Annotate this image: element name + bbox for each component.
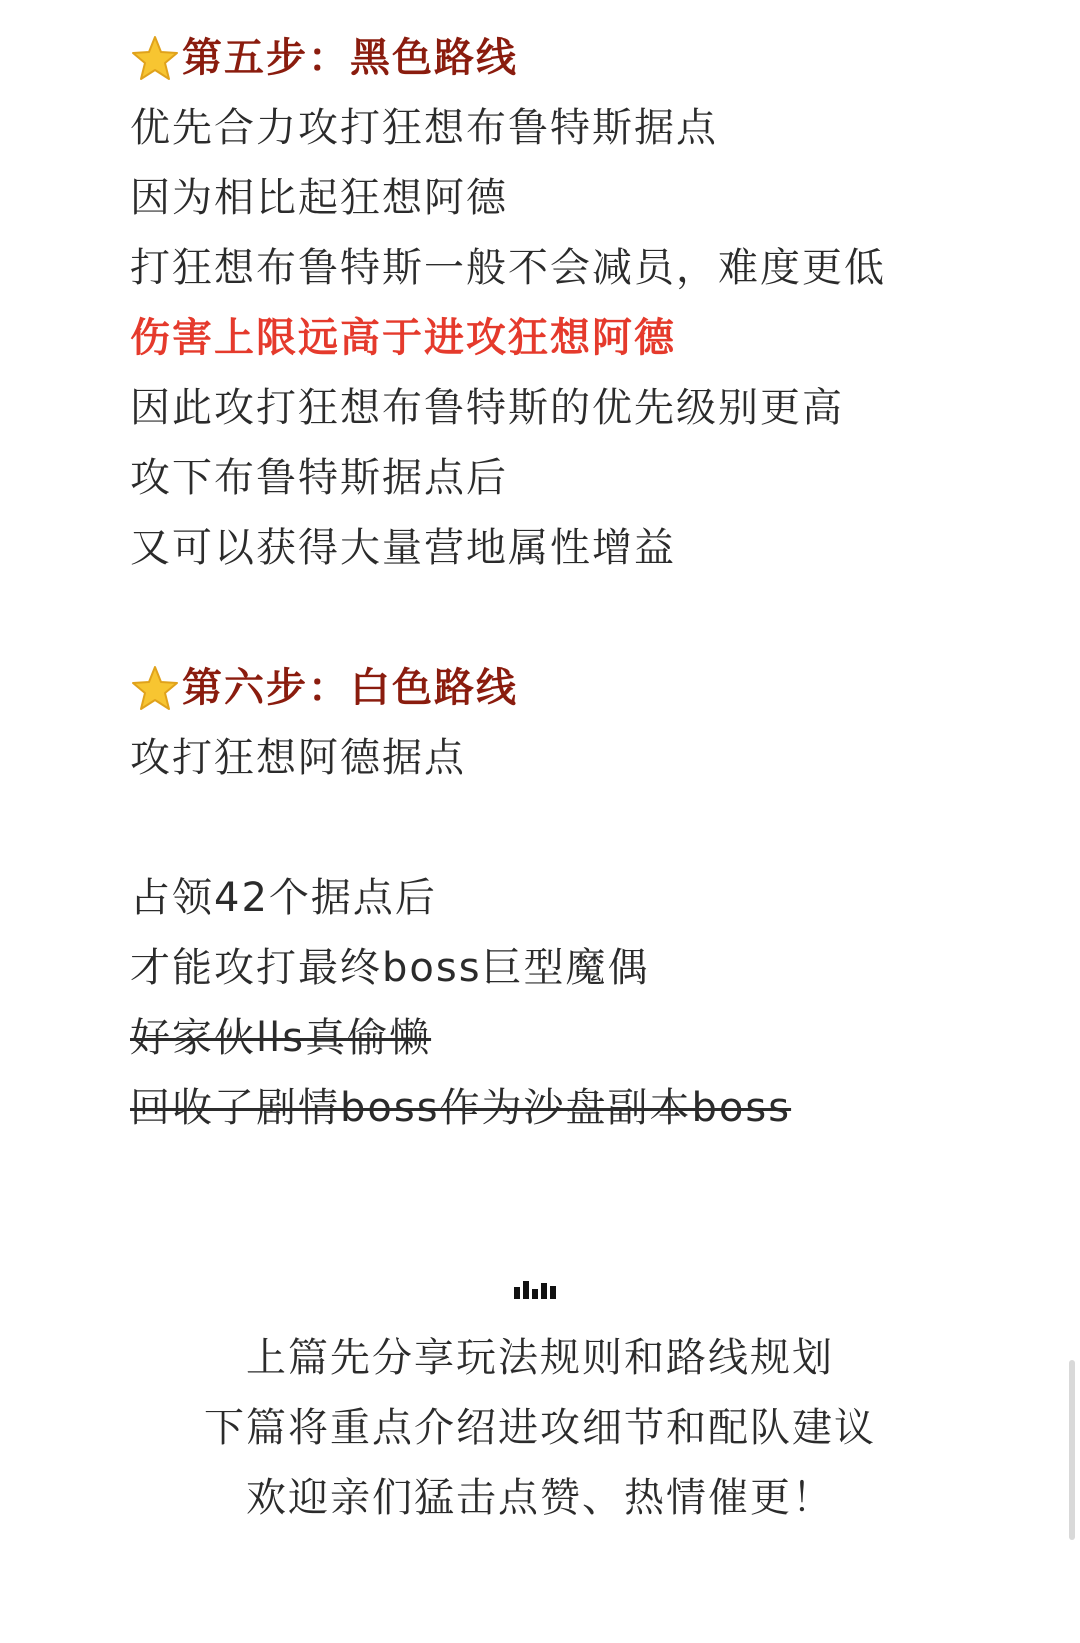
star-icon (130, 664, 180, 712)
bar-divider-icon (514, 1281, 556, 1299)
footer-line-2: 下篇将重点介绍进攻细节和配队建议 (204, 1405, 876, 1451)
step5-line-5: 因此攻打狂想布鲁特斯的优先级别更高 (130, 385, 844, 431)
step6-heading-text: 第六步：白色路线 (182, 665, 518, 711)
step5-line-6: 攻下布鲁特斯据点后 (130, 455, 508, 501)
step5-line-3: 打狂想布鲁特斯一般不会减员，难度更低 (130, 245, 886, 291)
step6-line-1: 攻打狂想阿德据点 (130, 735, 466, 781)
step5-line-1: 优先合力攻打狂想布鲁特斯据点 (130, 105, 718, 151)
scrollbar[interactable] (1069, 1360, 1075, 1540)
step5-heading-text: 第五步：黑色路线 (182, 35, 518, 81)
step5-heading (130, 34, 518, 82)
final-line-1: 占领42个据点后 (130, 875, 437, 921)
struck-line-1: 好家伙lls真偷懒 (130, 1015, 432, 1061)
step5-line-2: 因为相比起狂想阿德 (130, 175, 508, 221)
final-line-2: 才能攻打最终boss巨型魔偶 (130, 945, 650, 991)
footer-line-3: 欢迎亲们猛击点赞、热情催更！ (246, 1475, 834, 1521)
footer-line-1: 上篇先分享玩法规则和路线规划 (246, 1335, 834, 1381)
step5-highlight-line: 伤害上限远高于进攻狂想阿德 (130, 315, 676, 361)
struck-line-2: 回收了剧情boss作为沙盘副本boss (130, 1085, 792, 1131)
star-icon (130, 34, 180, 82)
step6-heading (130, 664, 518, 712)
step5-line-7: 又可以获得大量营地属性增益 (130, 525, 676, 571)
